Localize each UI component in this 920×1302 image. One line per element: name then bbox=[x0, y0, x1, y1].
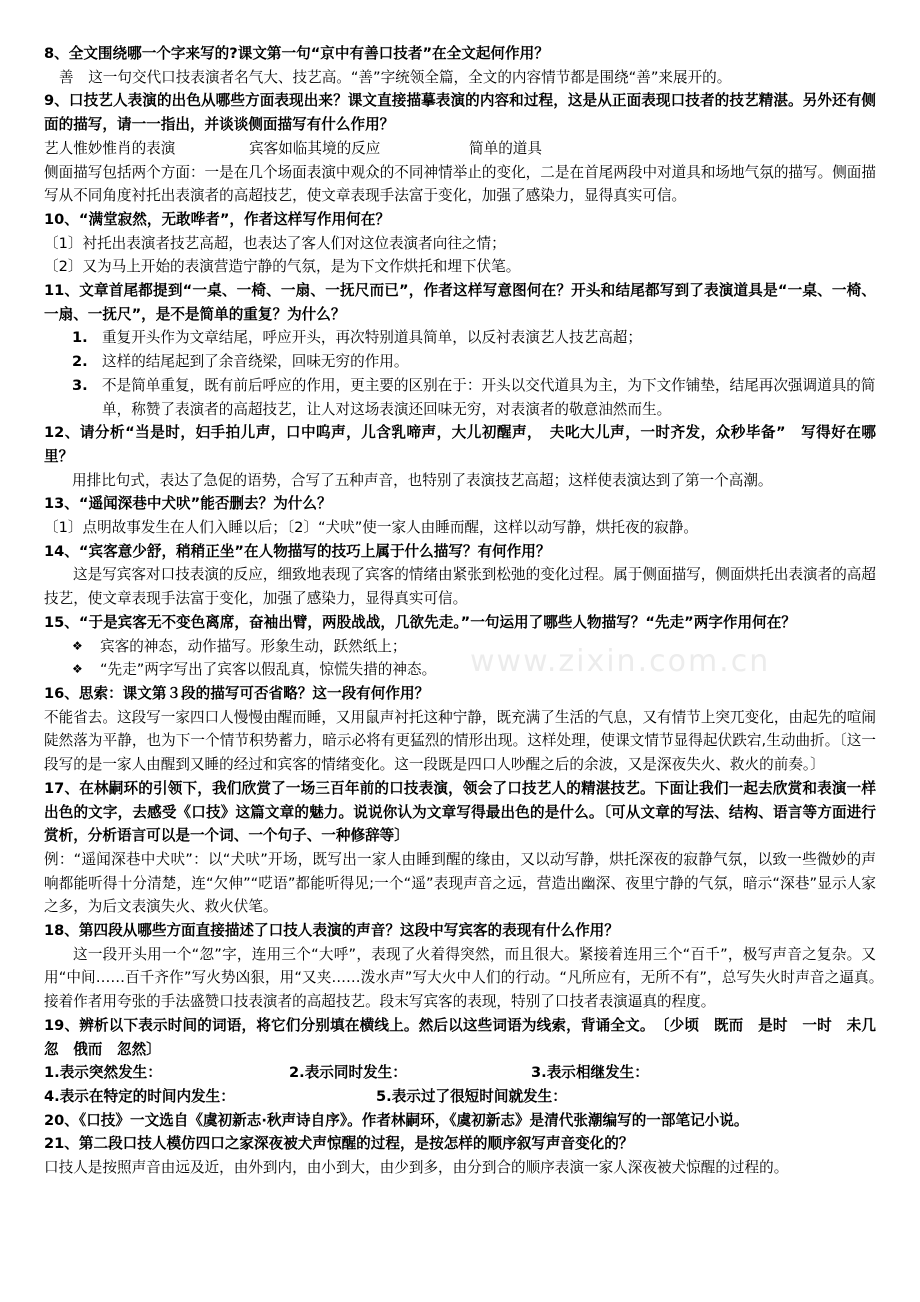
diamond-bullet-icon: ❖ bbox=[72, 662, 83, 677]
q18-title: 18、第四段从哪些方面直接描述了口技人表演的声音？这段中写宾客的表现有什么作用？ bbox=[44, 922, 619, 940]
list-item-text: 重复开头作为文章结尾，呼应开头，再次特别道具简单，以反衬表演艺人技艺高超； bbox=[102, 329, 642, 347]
q14-title: 14、“宾客意少舒，稍稍正坐”在人物描写的技巧上属于什么描写？有何作用？ bbox=[44, 542, 551, 560]
list-item-text: 宾客的神态，动作描写。形象生动，跃然纸上； bbox=[100, 637, 407, 655]
q8-answer: 善 这一句交代口技表演者名气大、技艺高。“善”字统领全篇，全文的内容情节都是围绕“善”来展开的。 bbox=[59, 68, 732, 86]
q9-answer: 侧面描写包括两个方面：一是在几个场面表演中观众的不同神情举止的变化，二是在首尾两段中对道具和场地气氛的描写。侧面描写从不同角度衬托出表演者的高超技艺，使文章表现手法富于变化，加强了感染力，显得真实可信。 bbox=[44, 163, 876, 205]
q15-title: 15、“于是宾客无不变色离席，奋袖出臂，两股战战，几欲先走。”一句运用了哪些人物描写？“先走”两字作用何在？ bbox=[44, 613, 796, 631]
q11-list bbox=[44, 326, 876, 421]
q11-title: 11、文章首尾都提到“一桌、一椅、一扇、一抚尺而已”，作者这样写意图何在？开头和结尾都写到了表演道具是“一桌、一椅、一扇、一抚尺”，是不是简单的重复？为什么？ bbox=[44, 282, 876, 323]
q9-item-2: 宾客如临其境的反应 bbox=[249, 139, 381, 157]
q19-fill-2: 2.表示同时发生： bbox=[289, 1064, 407, 1082]
q13-answer: 〔1〕点明故事发生在人们入睡以后；〔2〕“犬吠”使一家人由睡而醒，这样以动写静，烘托夜的寂静。 bbox=[44, 519, 698, 537]
q8-title: 8、全文围绕哪一个字来写的?课文第一句“京中有善口技者”在全文起何作用？ bbox=[44, 45, 549, 62]
q19-fill-5: 5.表示过了很短时间就发生： bbox=[376, 1087, 567, 1105]
q16-answer: 不能省去。这段写一家四口人慢慢由醒而睡，又用鼠声衬托这种宁静，既充满了生活的气息，又有情节上突兀变化，由起先的喧闹陡然落为平静，也为下一个情节积势蓄力，暗示必将有更猛烈的情形出现。这样处理，使课文情节显得起伏跌宕,生动曲折。〔这一段写的是一家人由醒到又睡的经过和宾客的情绪变化。这一段既是四口人吵醒之后的余波，又是深夜失火、救火的前奏。〕 bbox=[44, 708, 876, 774]
q10-title: 10、“满堂寂然，无敢哗者”，作者这样写作用何在？ bbox=[44, 210, 390, 228]
q19-fill-row-1 bbox=[44, 1061, 876, 1085]
q9-item-1: 艺人惟妙惟肖的表演 bbox=[44, 139, 176, 157]
q9-title: 9、口技艺人表演的出色从哪些方面表现出来？课文直接描摹表演的内容和过程，这是从正面表现口技者的技艺精湛。另外还有侧面的描写，请一一指出，并谈谈侧面描写有什么作用？ bbox=[44, 92, 876, 134]
q19-fill-row-2 bbox=[44, 1085, 876, 1109]
q10-answer-2: 〔2〕又为马上开始的表演营造宁静的气氛，是为下文作烘托和埋下伏笔。 bbox=[44, 258, 521, 276]
q18-answer: 这一段开头用一个“忽”字，连用三个“大呼”，表现了火着得突然，而且很大。紧接着连用三个“百千”，极写声音之复杂。又用“中间……百千齐作”写火势凶狠，用“又夹……泼水声”写大火中人们的行动。“凡所应有，无所不有”，总写失火时声音之逼真。 接着作者用夸张的手法盛赞口技表演者的高超技艺。段末写宾客的表现，特别了口技者表演逼真的程度。 bbox=[44, 945, 891, 1011]
q19-fill-1: 1.表示突然发生： bbox=[44, 1064, 162, 1082]
q16-title: 16、思索：课文第３段的描写可否省略？这一段有何作用？ bbox=[44, 684, 430, 702]
q21-title: 21、第二段口技人模仿四口之家深夜被犬声惊醒的过程，是按怎样的顺序叙写声音变化的？ bbox=[44, 1135, 634, 1153]
q20-title: 20、《口技》一文选自《虞初新志·秋声诗自序》。作者林嗣环，《虞初新志》是清代张潮编写的一部笔记小说。 bbox=[44, 1111, 749, 1129]
list-item-number: 2. bbox=[72, 353, 88, 371]
q10-answer-1: 〔1〕衬托出表演者技艺高超，也表达了客人们对这位表演者向往之情； bbox=[44, 234, 506, 252]
q12-answer: 用排比句式，表达了急促的语势，合写了五种声音，也特别了表演技艺高超；这样使表演达到了第一个高潮。 bbox=[72, 471, 773, 489]
diamond-bullet-icon: ❖ bbox=[72, 638, 83, 653]
q17-answer: 例：“遥闻深巷中犬吠”：以“犬吠”开场，既写出一家人由睡到醒的缘由，又以动写静，烘托深夜的寂静气氛，以致一些微妙的声响都能听得十分清楚，连“欠伸”“呓语”都能听得见;一个“遥”表现声音之远，营造出幽深、夜里宁静的气氛，暗示“深巷”显示人家之多，为后文表演失火、救火伏笔。 bbox=[44, 850, 876, 916]
q17-title: 17、在林嗣环的引领下，我们欣赏了一场三百年前的口技表演，领会了口技艺人的精湛技艺。下面让我们一起去欣赏和表演一样出色的文字，去感受《口技》这篇文章的魅力。说说你认为文章写得最出色的是什么。〔可从文章的写法、结构、语言等方面进行赏析，分析语言可以是一个词、一个句子、一种修辞等〕 bbox=[44, 779, 876, 845]
q9-items bbox=[44, 137, 876, 161]
q13-title: 13、“遥闻深巷中犬吠”能否删去？为什么？ bbox=[44, 495, 332, 513]
q19-title: 19、辨析以下表示时间的词语，将它们分别填在横线上。然后以这些词语为线索，背诵全文。 〔少顷 既而 是时 一时 未几 忽 俄而 忽然〕 bbox=[44, 1016, 891, 1058]
q21-answer: 口技人是按照声音由远及近，由外到内，由小到大，由少到多，由分到合的顺序表演一家人深夜被犬惊醒的过程的。 bbox=[44, 1159, 789, 1177]
list-item-number: 1. bbox=[72, 329, 88, 347]
watermark: www.zixin.com.cn bbox=[470, 644, 771, 679]
list-item bbox=[44, 326, 876, 350]
q12-title: 12、请分析“当是时，妇手拍儿声，口中呜声，儿含乳啼声，大儿初醒声， 夫叱大儿声，一时齐发，众秒毕备” 写得好在哪里？ bbox=[44, 424, 876, 465]
q19-fill-3: 3.表示相继发生： bbox=[531, 1064, 649, 1082]
q14-answer: 这是写宾客对口技表演的反应，细致地表现了宾客的情绪由紧张到松弛的变化过程。属于侧面描写，侧面烘托出表演者的高超技艺，使文章表现手法富于变化，加强了感染力，显得真实可信。 bbox=[44, 566, 876, 608]
list-item-text: 这样的结尾起到了余音绕梁，回味无穷的作用。 bbox=[102, 353, 409, 371]
list-item-number: 3. bbox=[72, 376, 88, 394]
q19-fill-4: 4.表示在特定的时间内发生： bbox=[44, 1087, 235, 1105]
list-item-text: 不是简单重复，既有前后呼应的作用，更主要的区别在于：开头以交代道具为主，为下文作铺垫，结尾再次强调道具的简单，称赞了表演者的高超技艺，让人对这场表演还回味无穷，对表演者的敬意油然而生。 bbox=[102, 376, 876, 418]
list-item-text: “先走”两字写出了宾客以假乱真，惊慌失措的神态。 bbox=[100, 661, 437, 679]
q9-item-3: 简单的道具 bbox=[469, 139, 542, 157]
list-item bbox=[44, 350, 876, 374]
list-item bbox=[44, 374, 876, 421]
